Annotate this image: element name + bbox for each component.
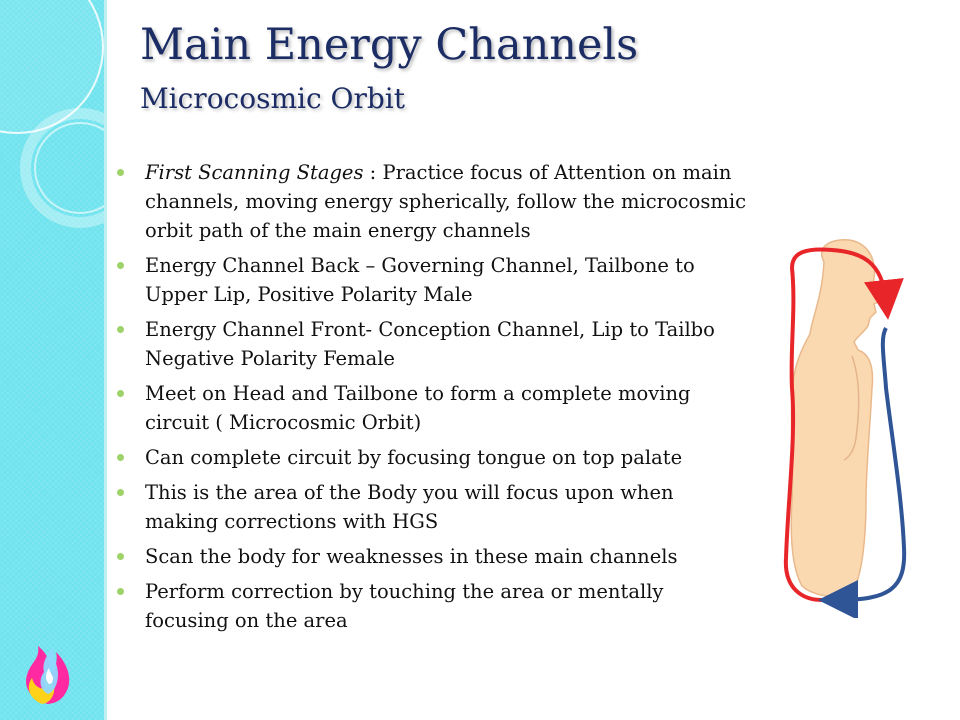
bullet-dot-icon [117,169,124,176]
bullet-text: Scan the body for weaknesses in these main channels [145,545,678,568]
bullet-item [115,251,780,309]
human-silhouette-icon [791,240,882,596]
slide-title: Main Energy Channels [140,20,639,70]
flame-logo-icon [18,624,78,706]
bullet-dot-icon [117,553,124,560]
bullet-item [115,379,780,437]
decorative-side-band [0,0,106,720]
bullet-text: Energy Channel Back – Governing Channel, Tailbone to Upper Lip, Positive Polarity Male [145,254,695,306]
bullet-text: Energy Channel Front- Conception Channel, Lip to Tailbo Negative Polarity Female [145,318,715,370]
bullet-dot-icon [117,588,124,595]
bullet-text: Can complete circuit by focusing tongue on top palate [145,446,683,469]
bullet-item [115,478,780,536]
bullet-item [115,542,780,571]
bullet-item [115,158,780,245]
bullet-dot-icon [117,390,124,397]
bullet-text: : Practice focus of Attention on main channels, moving energy spherically, follow the microcosmic orbit path of the main energy channels [145,161,746,242]
slide-subtitle: Microcosmic Orbit [140,82,406,115]
bullet-item [115,577,780,635]
bullet-item [115,315,780,373]
bullet-dot-icon [117,326,124,333]
bullet-dot-icon [117,262,124,269]
bullet-text: This is the area of the Body you will focus upon when making corrections with HGS [145,481,674,533]
bullet-item [115,443,780,472]
bullet-dot-icon [117,454,124,461]
band-divider [104,0,107,720]
bullet-dot-icon [117,489,124,496]
microcosmic-orbit-figure [762,238,922,618]
bullet-lead: First Scanning Stages [145,161,364,184]
bullet-list [115,158,780,641]
bullet-text: Meet on Head and Tailbone to form a complete moving circuit ( Microcosmic Orbit) [145,382,691,434]
bullet-text: Perform correction by touching the area or mentally focusing on the area [145,580,664,632]
